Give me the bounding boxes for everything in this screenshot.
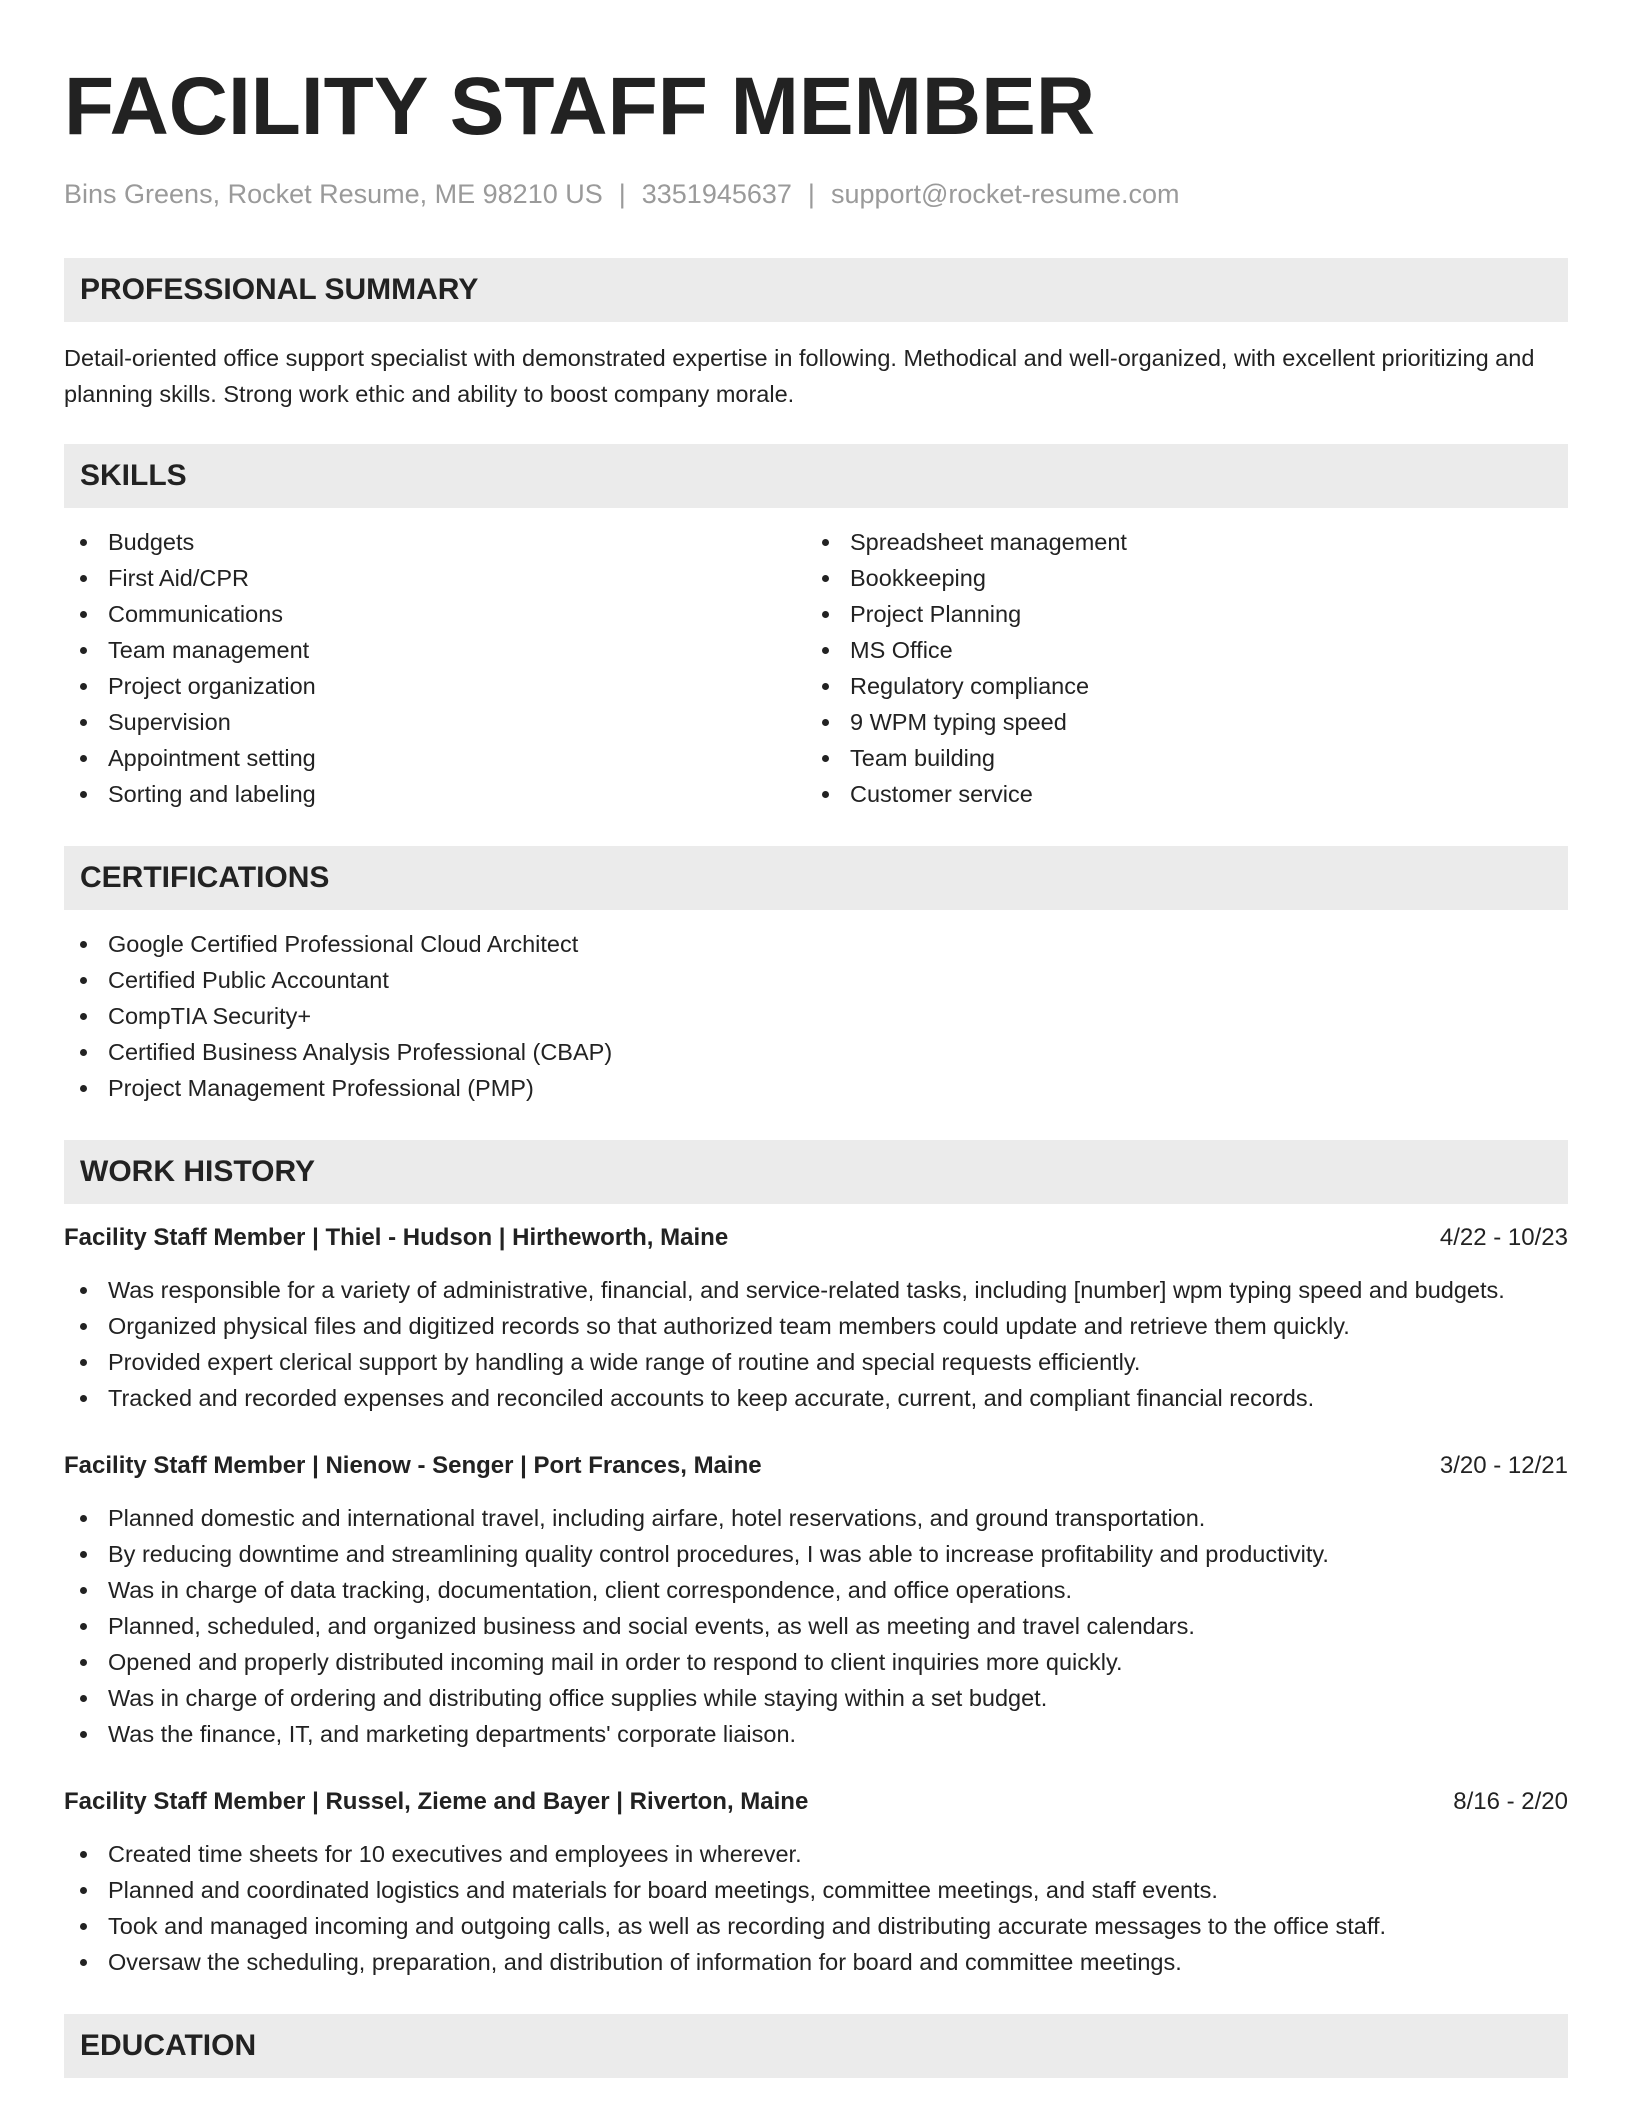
list-item: Google Certified Professional Cloud Architect [64, 926, 1568, 962]
skills-heading: SKILLS [64, 444, 1568, 508]
list-item: Project Management Professional (PMP) [64, 1070, 1568, 1106]
list-item: Organized physical files and digitized records so that authorized team members could update and retrieve them quickly. [64, 1308, 1568, 1344]
summary-text: Detail-oriented office support specialist with demonstrated expertise in following. Methodical and well-organized, with excellent prioritizing and planning skills. Strong work ethic and ability to boost company morale. [64, 345, 1535, 408]
list-item: Planned, scheduled, and organized business and social events, as well as meeting and travel calendars. [64, 1608, 1568, 1644]
list-item: Budgets [64, 524, 806, 560]
list-item: Supervision [64, 704, 806, 740]
list-item: Planned domestic and international travel, including airfare, hotel reservations, and ground transportation. [64, 1500, 1568, 1536]
summary-heading: PROFESSIONAL SUMMARY [64, 258, 1568, 322]
skills-column-left [64, 524, 806, 812]
list-item: Was in charge of data tracking, documentation, client correspondence, and office operations. [64, 1572, 1568, 1608]
list-item: Customer service [806, 776, 1548, 812]
list-item: Sorting and labeling [64, 776, 806, 812]
list-item: Project Planning [806, 596, 1548, 632]
job-entry [64, 1220, 1568, 1416]
list-item: Communications [64, 596, 806, 632]
contact-separator: | [618, 179, 626, 209]
list-item: Provided expert clerical support by handling a wide range of routine and special requests efficiently. [64, 1344, 1568, 1380]
certifications-list [64, 926, 1568, 1106]
contact-separator: | [807, 179, 815, 209]
list-item: Project organization [64, 668, 806, 704]
job-title: Facility Staff Member | Thiel - Hudson | Hirtheworth, Maine [64, 1224, 729, 1252]
resume-name: FACILITY STAFF MEMBER [64, 61, 1096, 152]
skills-list [64, 524, 1568, 812]
list-item: Regulatory compliance [806, 668, 1548, 704]
list-item: Planned and coordinated logistics and materials for board meetings, committee meetings, and staff events. [64, 1872, 1568, 1908]
contact-address: Bins Greens, Rocket Resume, ME 98210 US [64, 179, 603, 209]
list-item: Oversaw the scheduling, preparation, and distribution of information for board and committee meetings. [64, 1944, 1568, 1980]
certifications-heading: CERTIFICATIONS [64, 846, 1568, 910]
list-item: By reducing downtime and streamlining quality control procedures, I was able to increase profitability and productivity. [64, 1536, 1568, 1572]
job-dates: 8/16 - 2/20 [1453, 1788, 1568, 1816]
list-item: Opened and properly distributed incoming mail in order to respond to client inquiries more quickly. [64, 1644, 1568, 1680]
job-header [64, 1220, 1568, 1256]
list-item: Took and managed incoming and outgoing calls, as well as recording and distributing accurate messages to the office staff. [64, 1908, 1568, 1944]
education-heading: EDUCATION [64, 2014, 1568, 2078]
list-item: Team management [64, 632, 806, 668]
list-item: Was the finance, IT, and marketing departments' corporate liaison. [64, 1716, 1568, 1752]
job-entry [64, 1784, 1568, 1980]
job-dates: 4/22 - 10/23 [1439, 1224, 1568, 1252]
list-item: CompTIA Security+ [64, 998, 1568, 1034]
contact-email: support@rocket-resume.com [830, 179, 1180, 209]
skills-column-right [806, 524, 1548, 812]
list-item: Bookkeeping [806, 560, 1548, 596]
list-item: Was in charge of ordering and distributing office supplies while staying within a set budget. [64, 1680, 1568, 1716]
list-item: Tracked and recorded expenses and reconciled accounts to keep accurate, current, and compliant financial records. [64, 1380, 1568, 1416]
contact-line [64, 178, 1568, 210]
job-duties [64, 1272, 1568, 1416]
work-history-heading: WORK HISTORY [64, 1140, 1568, 1204]
job-duties [64, 1500, 1568, 1752]
job-header [64, 1448, 1568, 1484]
list-item: MS Office [806, 632, 1548, 668]
list-item: 9 WPM typing speed [806, 704, 1548, 740]
list-item: Team building [806, 740, 1548, 776]
list-item: Certified Public Accountant [64, 962, 1568, 998]
job-dates: 3/20 - 12/21 [1439, 1452, 1568, 1480]
job-header [64, 1784, 1568, 1820]
job-entry [64, 1448, 1568, 1752]
list-item: Was responsible for a variety of administrative, financial, and service-related tasks, including [number] wpm typing speed and budgets. [64, 1272, 1568, 1308]
list-item: Certified Business Analysis Professional (CBAP) [64, 1034, 1568, 1070]
list-item: Created time sheets for 10 executives and employees in wherever. [64, 1836, 1568, 1872]
job-title: Facility Staff Member | Russel, Zieme and Bayer | Riverton, Maine [64, 1788, 809, 1816]
job-duties [64, 1836, 1568, 1980]
list-item: Spreadsheet management [806, 524, 1548, 560]
list-item: Appointment setting [64, 740, 806, 776]
job-title: Facility Staff Member | Nienow - Senger | Port Frances, Maine [64, 1452, 762, 1480]
contact-phone: 3351945637 [641, 179, 792, 209]
list-item: First Aid/CPR [64, 560, 806, 596]
